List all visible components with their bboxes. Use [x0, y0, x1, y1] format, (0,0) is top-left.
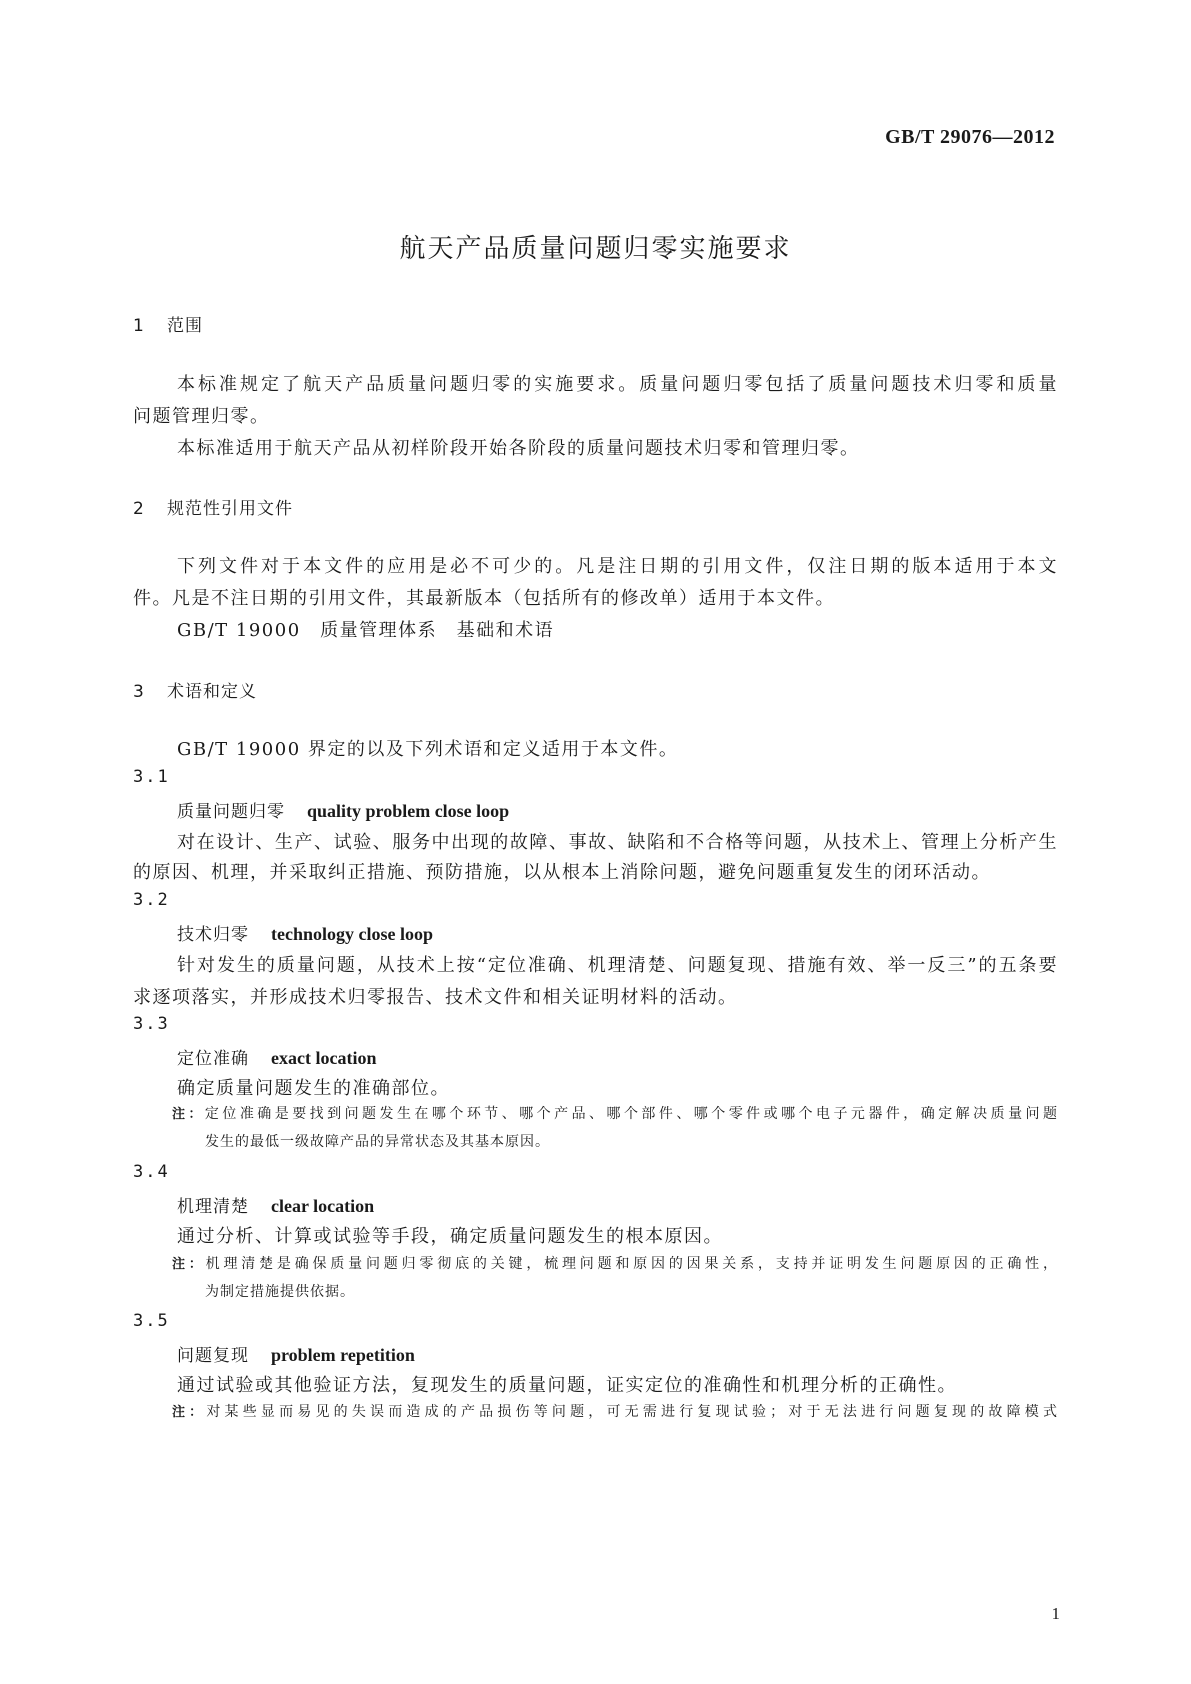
definition-line: 通过分析、计算或试验等手段，确定质量问题发生的根本原因。 — [177, 1226, 723, 1247]
note-label: 注： — [172, 1257, 206, 1272]
paragraph-line: 件。凡是不注日期的引用文件，其最新版本（包括所有的修改单）适用于本文件。 — [133, 588, 835, 609]
section-2-heading — [133, 494, 293, 519]
section-title: 规范性引用文件 — [167, 499, 293, 519]
definition-line: 的原因、机理，并采取纠正措施、预防措施，以从根本上消除问题，避免问题重复发生的闭环活动。 — [133, 862, 991, 883]
paragraph-line: 本标准适用于航天产品从初样阶段开始各阶段的质量问题技术归零和管理归零。 — [177, 438, 860, 459]
section-number: 1 — [133, 316, 145, 336]
note-line: 注：定位准确是要找到问题发生在哪个环节、哪个产品、哪个部件、哪个零件或哪个电子元器件，确定解决质量问题 — [172, 1106, 1058, 1122]
term-zh: 质量问题归零 — [177, 802, 285, 822]
clause-number: 3.3 — [133, 1014, 170, 1034]
term-en: technology close loop — [271, 924, 433, 944]
term-zh: 定位准确 — [177, 1049, 249, 1069]
normative-reference: GB/T 19000 质量管理体系 基础和术语 — [177, 620, 555, 641]
note-line: 为制定措施提供依据。 — [205, 1284, 355, 1300]
note-line: 发生的最低一级故障产品的异常状态及其基本原因。 — [205, 1134, 550, 1150]
note-line: 注：机理清楚是确保质量问题归零彻底的关键，梳理问题和原因的因果关系，支持并证明发生问题原因的正确性， — [172, 1256, 1058, 1272]
standard-id: GB/T 29076—2012 — [885, 126, 1055, 148]
term-heading — [177, 1192, 374, 1217]
definition-line: 对在设计、生产、试验、服务中出现的故障、事故、缺陷和不合格等问题，从技术上、管理上分析产生 — [177, 832, 1058, 853]
section-3-heading — [133, 677, 257, 702]
term-zh: 问题复现 — [177, 1346, 249, 1366]
clause-number: 3.5 — [133, 1311, 170, 1331]
term-zh: 技术归零 — [177, 925, 249, 945]
section-number: 2 — [133, 499, 145, 519]
paragraph-line: 本标准规定了航天产品质量问题归零的实施要求。质量问题归零包括了质量问题技术归零和质量 — [177, 374, 1058, 395]
paragraph-line: GB/T 19000 界定的以及下列术语和定义适用于本文件。 — [177, 739, 679, 760]
term-heading — [177, 1044, 376, 1069]
note-label: 注： — [172, 1405, 207, 1420]
document-title: 航天产品质量问题归零实施要求 — [399, 234, 792, 264]
term-heading — [177, 920, 433, 945]
page-number: 1 — [1051, 1604, 1060, 1623]
clause-number: 3.1 — [133, 767, 170, 787]
term-en: problem repetition — [271, 1345, 415, 1365]
term-heading — [177, 797, 509, 822]
clause-number: 3.4 — [133, 1162, 170, 1182]
note-label: 注： — [172, 1107, 205, 1122]
paragraph-line: 下列文件对于本文件的应用是必不可少的。凡是注日期的引用文件，仅注日期的版本适用于本文 — [177, 556, 1058, 577]
section-number: 3 — [133, 682, 145, 702]
term-en: exact location — [271, 1048, 377, 1068]
section-title: 范围 — [167, 316, 203, 336]
term-en: clear location — [271, 1196, 375, 1216]
section-1-heading — [133, 311, 203, 336]
clause-number: 3.2 — [133, 890, 170, 910]
definition-line: 通过试验或其他验证方法，复现发生的质量问题，证实定位的准确性和机理分析的正确性。 — [177, 1375, 957, 1396]
section-title: 术语和定义 — [167, 682, 257, 702]
definition-line: 确定质量问题发生的准确部位。 — [177, 1078, 450, 1099]
definition-line: 求逐项落实，并形成技术归零报告、技术文件和相关证明材料的活动。 — [133, 987, 738, 1008]
term-heading — [177, 1341, 415, 1366]
note-line: 注：对某些显而易见的失误而造成的产品损伤等问题，可无需进行复现试验；对于无法进行问题复现的故障模式 — [172, 1404, 1058, 1420]
paragraph-line: 问题管理归零。 — [133, 406, 270, 427]
term-zh: 机理清楚 — [177, 1197, 249, 1217]
term-en: quality problem close loop — [307, 801, 510, 821]
definition-line: 针对发生的质量问题，从技术上按“定位准确、机理清楚、问题复现、措施有效、举一反三”的五条要 — [177, 955, 1058, 976]
